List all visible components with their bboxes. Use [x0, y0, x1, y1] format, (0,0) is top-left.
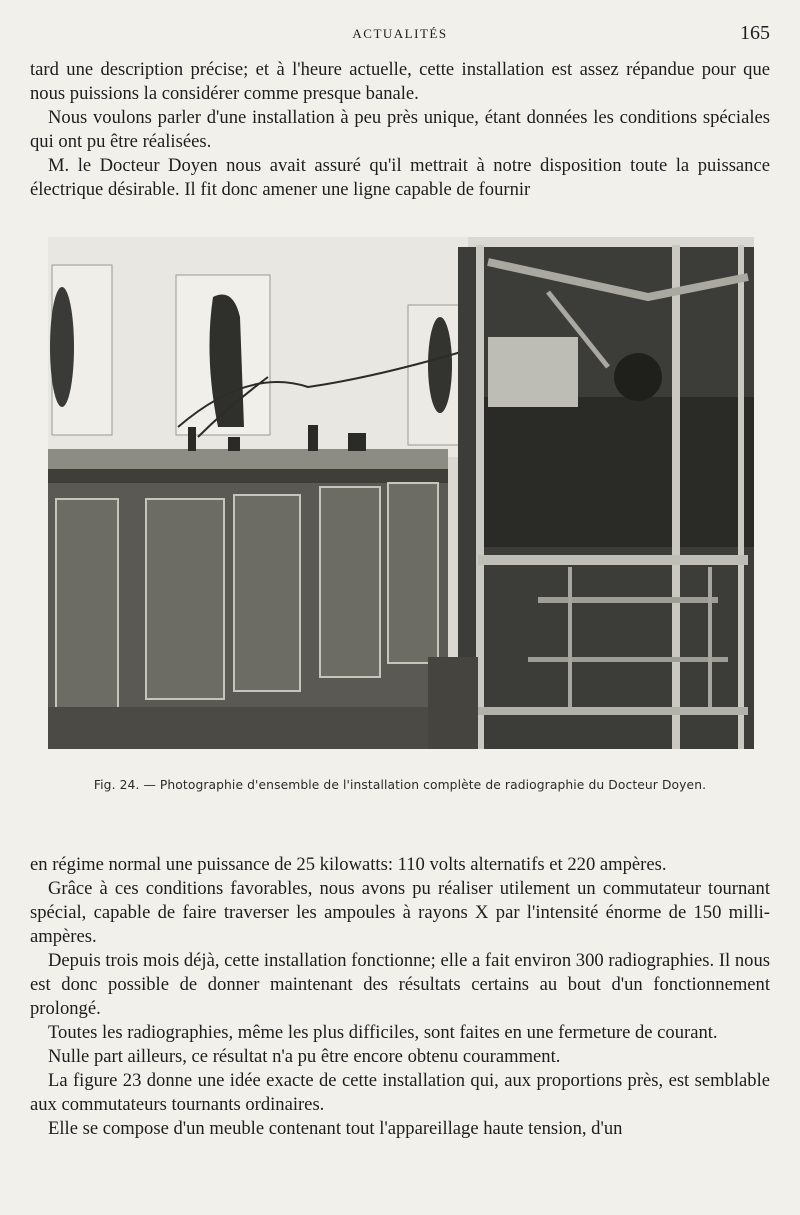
running-head-title: ACTUALITÉS [352, 26, 448, 41]
paragraph-10: Elle se compose d'un meuble contenant tout l'appareillage haute tension, d'un [48, 1118, 623, 1139]
top-text-block [30, 58, 770, 202]
paragraph-2: Nous voulons parler d'une installation à peu près unique, étant données les conditions spéciales qui ont pu être réalisées. [30, 107, 770, 152]
paragraph-1: tard une description précise; et à l'heure actuelle, cette installation est assez répandue pour que nous puissions la considérer comme presque banale. [30, 59, 770, 104]
paragraph-8: Nulle part ailleurs, ce résultat n'a pu être encore obtenu couramment. [48, 1046, 561, 1067]
paragraph-5: Grâce à ces conditions favorables, nous avons pu réaliser utilement un commutateur tournant spécial, capable de faire traverser les ampoules à rayons X par l'intensité énorme de 150 milli-ampères. [30, 878, 770, 947]
bottom-text-block [30, 853, 770, 1141]
figure-photograph [48, 237, 754, 749]
paragraph-9: La figure 23 donne une idée exacte de cette installation qui, aux proportions près, est semblable aux commutateurs tournants ordinaires. [30, 1070, 770, 1115]
page-number: 165 [740, 22, 770, 44]
paragraph-7: Toutes les radiographies, même les plus difficiles, sont faites en une fermeture de courant. [48, 1022, 718, 1043]
running-head [30, 22, 770, 50]
paragraph-4: en régime normal une puissance de 25 kilowatts: 110 volts alternatifs et 220 ampères. [30, 854, 667, 875]
paragraph-3: M. le Docteur Doyen nous avait assuré qu'il mettrait à notre disposition toute la puissance électrique désirable. Il fit donc amener une ligne capable de fournir [30, 155, 770, 200]
installation-photo-illustration [48, 237, 754, 749]
figure-caption: Fig. 24. — Photographie d'ensemble de l'installation complète de radiographie du Docteur Doyen. [93, 778, 707, 792]
paragraph-6: Depuis trois mois déjà, cette installation fonctionne; elle a fait environ 300 radiographies. Il nous est donc possible de donner maintenant des résultats certains au bout d'un fonctionnement prolongé. [30, 950, 770, 1019]
